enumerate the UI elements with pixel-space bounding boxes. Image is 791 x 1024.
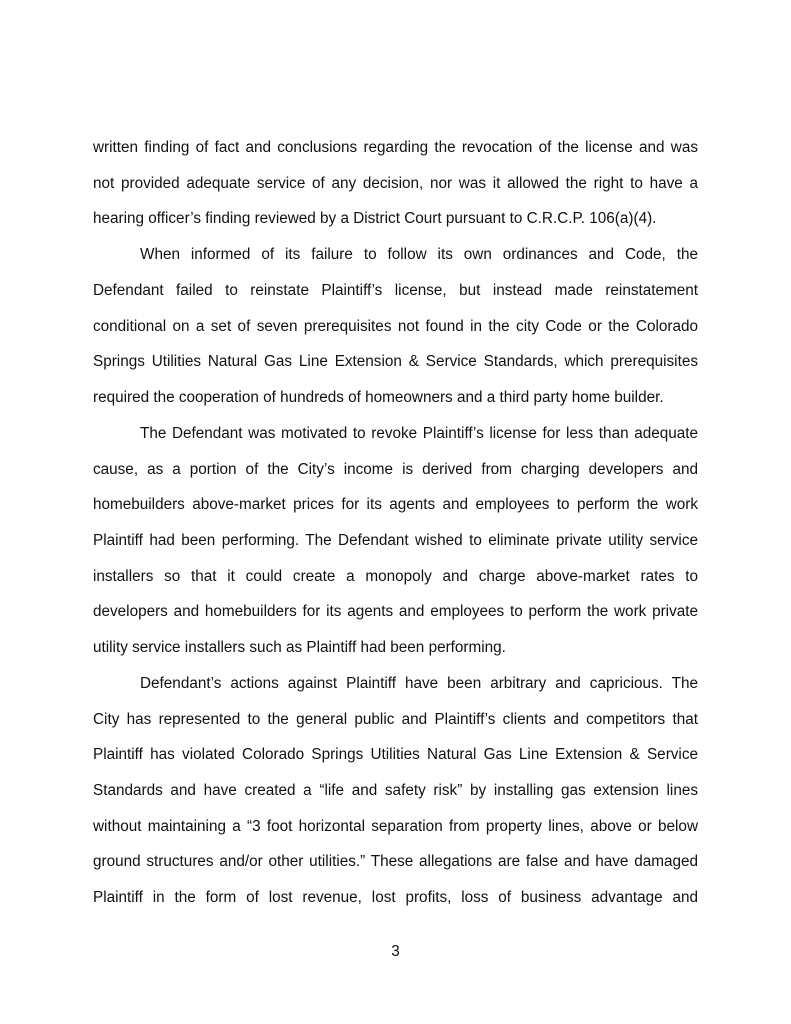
paragraph-first-line: Defendant’s actions against Plaintiff have been arbitrary and capricious. The [140, 675, 698, 692]
text-line: Springs Utilities Natural Gas Line Extension & Service Standards, which prerequisites [93, 353, 698, 370]
page-number: 3 [391, 943, 400, 960]
text-line: ground structures and/or other utilities.” These allegations are false and have damaged [93, 853, 698, 870]
text-line: hearing officer’s finding reviewed by a District Court pursuant to C.R.C.P. 106(a)(4). [93, 210, 657, 227]
paragraph-first-line: When informed of its failure to follow its own ordinances and Code, the [140, 246, 698, 263]
text-line: not provided adequate service of any decision, nor was it allowed the right to have a [93, 175, 698, 192]
text-line: homebuilders above-market prices for its agents and employees to perform the work [93, 496, 698, 513]
text-line: cause, as a portion of the City’s income is derived from charging developers and [93, 461, 698, 478]
text-line: utility service installers such as Plaintiff had been performing. [93, 639, 506, 656]
text-line: Plaintiff had been performing. The Defendant wished to eliminate private utility service [93, 532, 698, 549]
text-line: Plaintiff has violated Colorado Springs Utilities Natural Gas Line Extension & Service [93, 746, 698, 763]
text-line: Plaintiff in the form of lost revenue, lost profits, loss of business advantage and [93, 889, 698, 906]
text-line: developers and homebuilders for its agents and employees to perform the work private [93, 603, 698, 620]
text-line: City has represented to the general public and Plaintiff’s clients and competitors that [93, 711, 698, 728]
text-line: conditional on a set of seven prerequisites not found in the city Code or the Colorado [93, 318, 698, 335]
text-line: required the cooperation of hundreds of homeowners and a third party home builder. [93, 389, 664, 406]
text-line: Standards and have created a “life and safety risk” by installing gas extension lines [93, 782, 698, 799]
paragraph-first-line: The Defendant was motivated to revoke Plaintiff’s license for less than adequate [140, 425, 698, 442]
text-line: written finding of fact and conclusions regarding the revocation of the license and was [93, 139, 698, 156]
text-line: Defendant failed to reinstate Plaintiff’s license, but instead made reinstatement [93, 282, 698, 299]
text-line: without maintaining a “3 foot horizontal separation from property lines, above or below [93, 818, 698, 835]
text-line: installers so that it could create a monopoly and charge above-market rates to [93, 568, 698, 585]
